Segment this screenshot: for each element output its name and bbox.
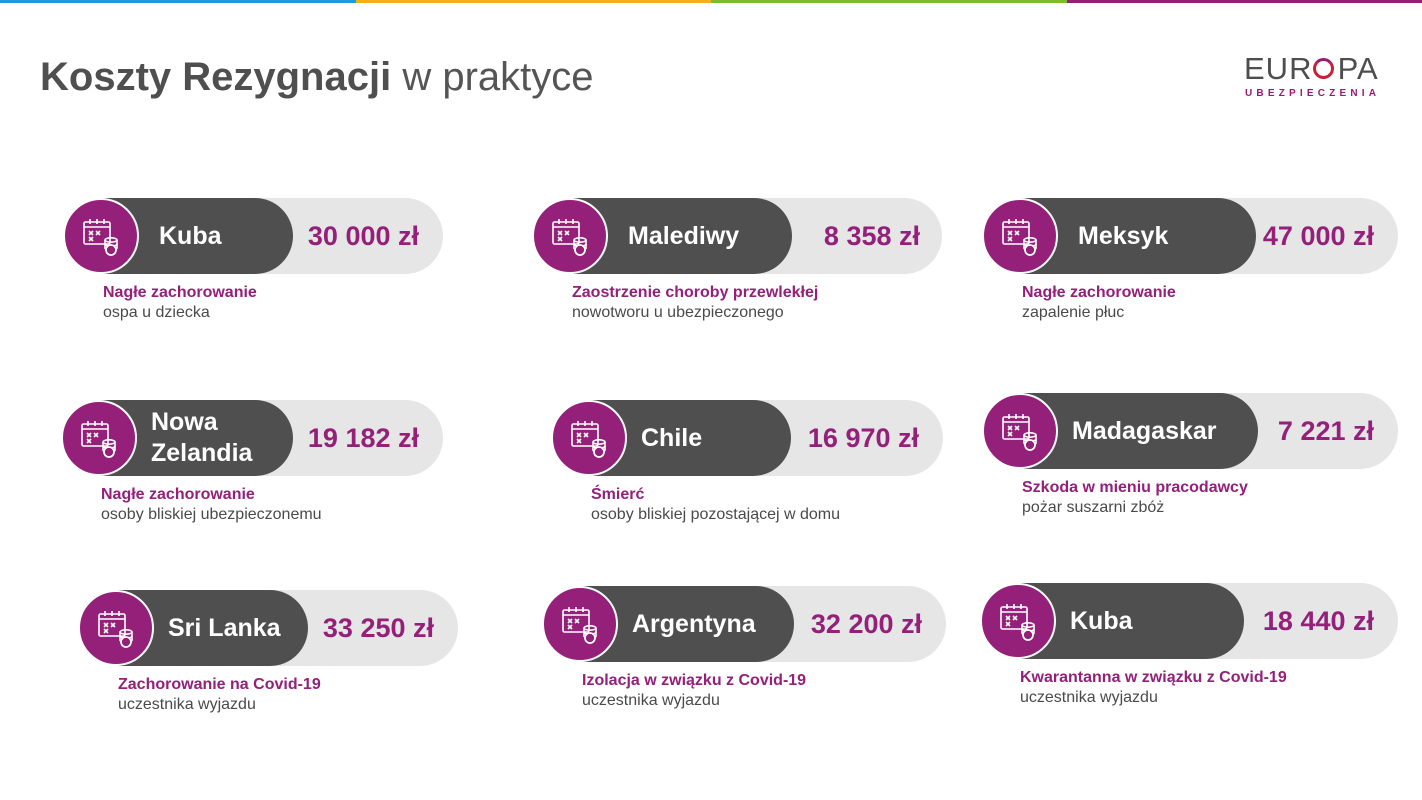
country-name: Chile [641, 423, 703, 452]
top-bar-yellow [356, 0, 712, 3]
reason-detail: uczestnika wyjazdu [118, 696, 256, 713]
calendar-coins-icon [63, 198, 139, 274]
cancellation-reason: Śmierć [591, 486, 645, 503]
case-card [61, 400, 443, 530]
case-card [551, 400, 943, 530]
reason-detail: ospa u dziecka [103, 304, 210, 321]
cost-amount: 8 358 zł [823, 220, 920, 251]
calendar-coins-icon [542, 586, 618, 662]
case-card [63, 198, 443, 328]
country-name: Nowa Zelandia [151, 408, 253, 467]
calendar-coins-icon [982, 393, 1058, 469]
cost-amount: 32 200 zł [810, 608, 922, 639]
country-name: Kuba [159, 221, 222, 250]
logo-ring [1312, 52, 1337, 86]
cost-amount: 18 440 zł [1262, 605, 1374, 636]
cost-amount: 33 250 zł [322, 612, 434, 643]
reason-detail: uczestnika wyjazdu [1020, 689, 1158, 706]
cost-amount: 16 970 zł [807, 422, 919, 453]
cancellation-reason: Zachorowanie na Covid-19 [118, 676, 321, 693]
case-card [532, 198, 944, 328]
reason-detail: pożar suszarni zbóż [1022, 499, 1165, 516]
logo-word: EUR PA [1244, 51, 1379, 86]
top-color-bar [0, 0, 1422, 3]
calendar-coins-icon [551, 400, 627, 476]
calendar-coins-icon [78, 590, 154, 666]
top-bar-purple [1067, 0, 1422, 3]
reason-detail: uczestnika wyjazdu [582, 692, 720, 709]
case-card [982, 393, 1398, 523]
cancellation-reason: Nagłe zachorowanie [103, 284, 257, 301]
cancellation-reason: Izolacja w związku z Covid-19 [582, 672, 807, 689]
case-card [980, 583, 1398, 713]
cost-amount: 30 000 zł [307, 220, 419, 251]
country-name: Sri Lanka [168, 613, 281, 642]
cancellation-reason: Nagłe zachorowanie [1022, 284, 1176, 301]
cost-amount: 19 182 zł [307, 422, 419, 453]
cancellation-reason: Zaostrzenie choroby przewlekłej [572, 284, 819, 301]
page-title [40, 52, 594, 102]
reason-detail: osoby bliskiej pozostającej w domu [591, 506, 841, 523]
cancellation-reason: Nagłe zachorowanie [101, 486, 255, 503]
europa-logo [1240, 52, 1390, 102]
reason-detail: osoby bliskiej ubezpieczonemu [101, 506, 322, 523]
reason-detail: nowotworu u ubezpieczonego [572, 304, 784, 321]
top-bar-green [711, 0, 1067, 3]
case-card [542, 586, 946, 716]
page-title-rest: w praktyce [402, 55, 594, 99]
country-name: Argentyna [632, 609, 756, 638]
top-bar-blue [0, 0, 356, 3]
cancellation-reason: Szkoda w mieniu pracodawcy [1022, 479, 1248, 496]
page-title-bold: Koszty Rezygnacji [40, 55, 392, 99]
calendar-coins-icon [982, 198, 1058, 274]
calendar-coins-icon [980, 583, 1056, 659]
logo-subtitle: UBEZPIECZENIA [1245, 88, 1381, 99]
cancellation-reason: Kwarantanna w związku z Covid-19 [1020, 669, 1287, 686]
calendar-coins-icon [532, 198, 608, 274]
cost-amount: 47 000 zł [1262, 220, 1374, 251]
case-card [982, 198, 1398, 328]
case-card [78, 590, 458, 720]
country-name: Meksyk [1078, 221, 1169, 250]
country-name: Kuba [1070, 606, 1133, 635]
calendar-coins-icon [61, 400, 137, 476]
cost-amount: 7 221 zł [1277, 415, 1374, 446]
country-name: Malediwy [628, 221, 740, 250]
reason-detail: zapalenie płuc [1022, 304, 1125, 321]
country-name: Madagaskar [1072, 416, 1217, 445]
